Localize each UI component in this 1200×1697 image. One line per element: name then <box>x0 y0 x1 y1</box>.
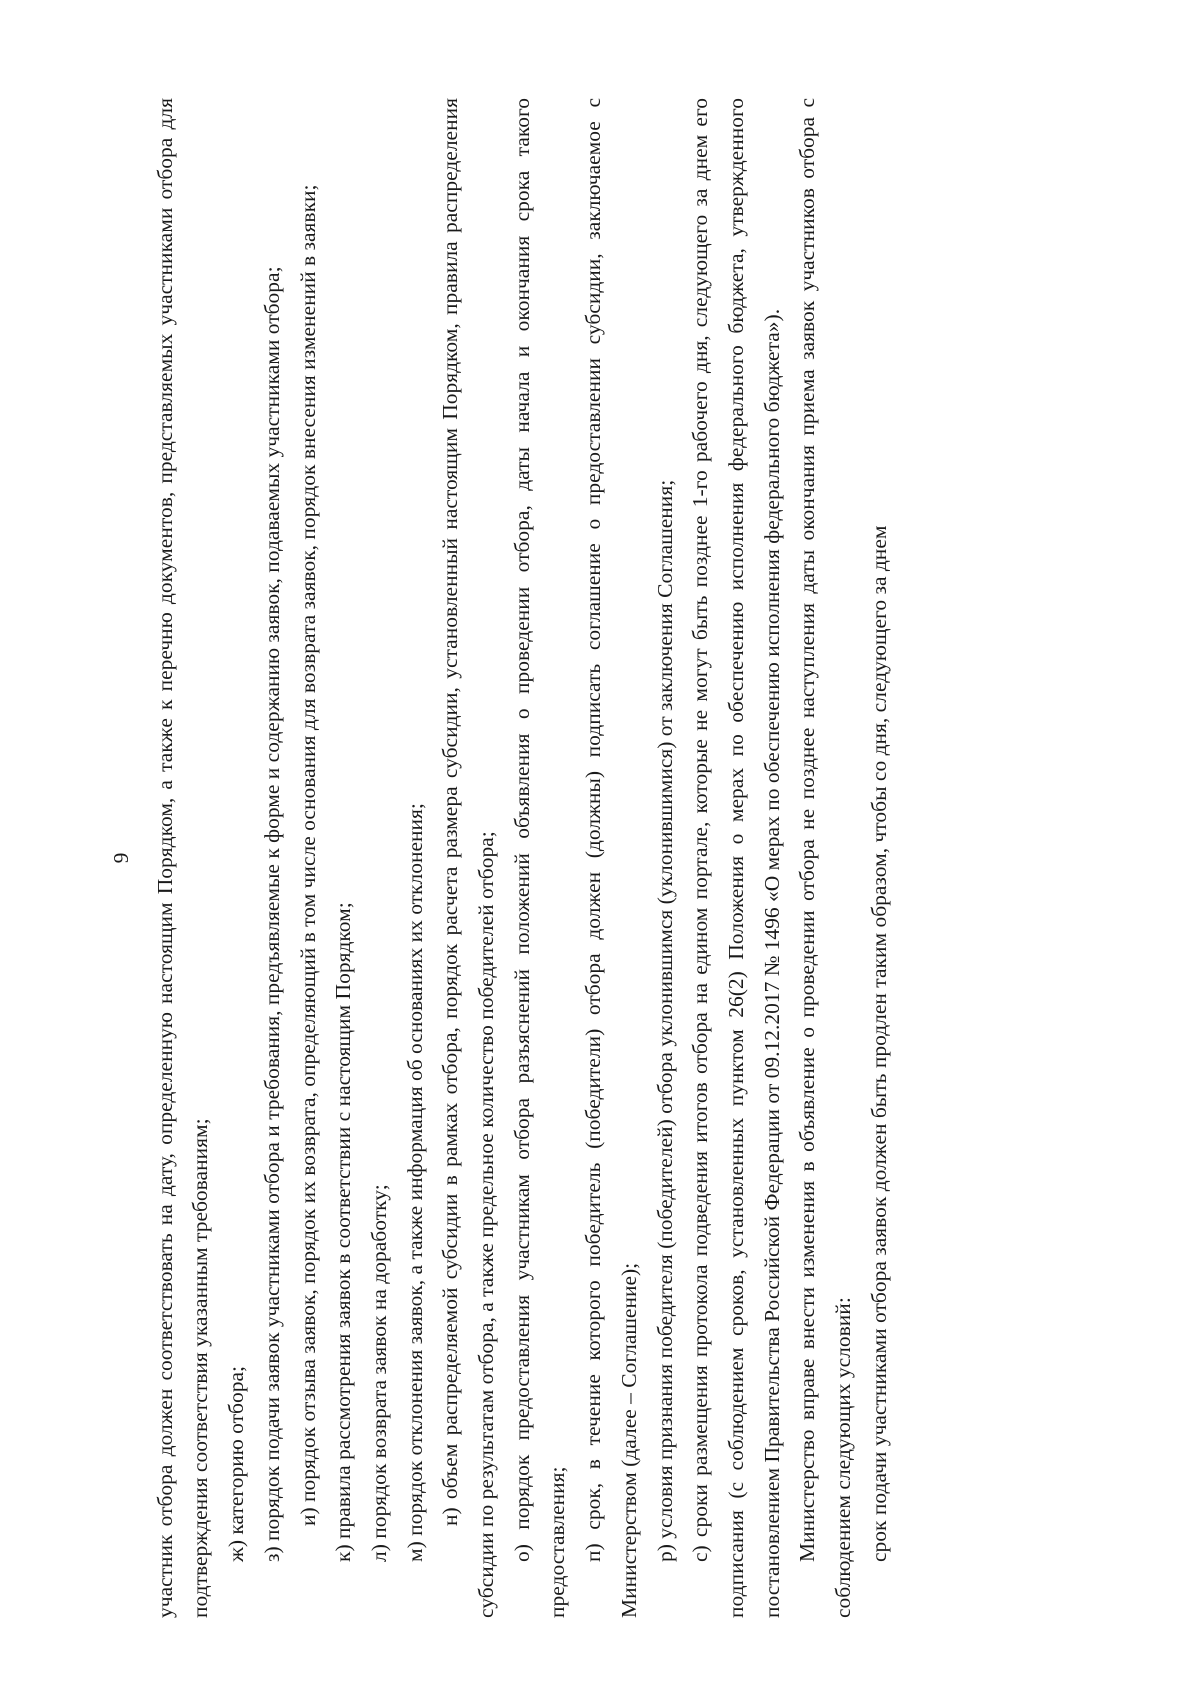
paragraph-item-n: н) объем распределяемой субсидии в рамках отбора, порядок расчета размера субсидии, установленный настоящим Порядком, правила распределения субсидии по результатам отбора, а также предельное количество победителей отбора; <box>438 98 499 1618</box>
rotated-text-block <box>104 98 897 1618</box>
paragraph-item-z: з) порядок подачи заявок участниками отбора и требования, предъявляемые к форме и содержанию заявок, подаваемых участниками отбора; <box>259 266 284 1562</box>
paragraph-item-o: о) порядок предоставления участникам отбора разъяснений положений объявления о проведении отбора, даты начала и окончания срока такого предоставления; <box>509 98 570 1618</box>
paragraph-item-zh: ж) категорию отбора; <box>224 1366 249 1562</box>
paragraph-item-p: п) срок, в течение которого победитель (победители) отбора должен (должны) подписать соглашение о предоставлении субсидии, заключаемое с Министерством (далее – Соглашение); <box>581 98 641 1618</box>
paragraph-item-s: с) сроки размещения протокола подведения итогов отбора на едином портале, которые не могут быть позднее 1-го рабочего дня, следующего за днем его подписания (с соблюдением сроков, установленных пунктом 26(2) Положения о мерах по обеспечению исполнения федерального бюджета, утвержденного постановлением Правительства Российской Федерации от 09.12.2017 № 1496 «О мерах по обеспечению исполнения федерального бюджета»). <box>688 98 784 1618</box>
paragraph-item-r: р) условия признания победителя (победителей) отбора уклонившимся (уклонившимися) от заключения Соглашения; <box>652 479 677 1562</box>
paragraph-requirements-documents: участник отбора должен соответствовать на дату, определенную настоящим Порядком, а также к перечню документов, представляемых участниками отбора для подтверждения соответствия указанным требованиям; <box>152 98 213 1618</box>
page-number: 9 <box>109 852 133 864</box>
paragraph-item-i: и) порядок отзыва заявок, порядок их возврата, определяющий в том числе основания для возврата заявок, порядок внесения изменений в заявки; <box>295 184 320 1526</box>
paragraph-deadline-extension: срок подачи участниками отбора заявок должен быть продлен таким образом, чтобы со дня, следующего за днем <box>866 525 891 1562</box>
paragraph-item-l: л) порядок возврата заявок на доработку; <box>366 1184 391 1562</box>
paragraph-item-m: м) порядок отклонения заявок, а также информация об основаниях их отклонения; <box>402 803 427 1562</box>
paragraph-item-k: к) правила рассмотрения заявок в соответствии с настоящим Порядком; <box>331 902 356 1562</box>
paragraph-ministry-changes: Министерство вправе внести изменения в объявление о проведении отбора не позднее наступления даты окончания приема заявок участников отбора с соблюдением следующих условий: <box>795 98 856 1618</box>
